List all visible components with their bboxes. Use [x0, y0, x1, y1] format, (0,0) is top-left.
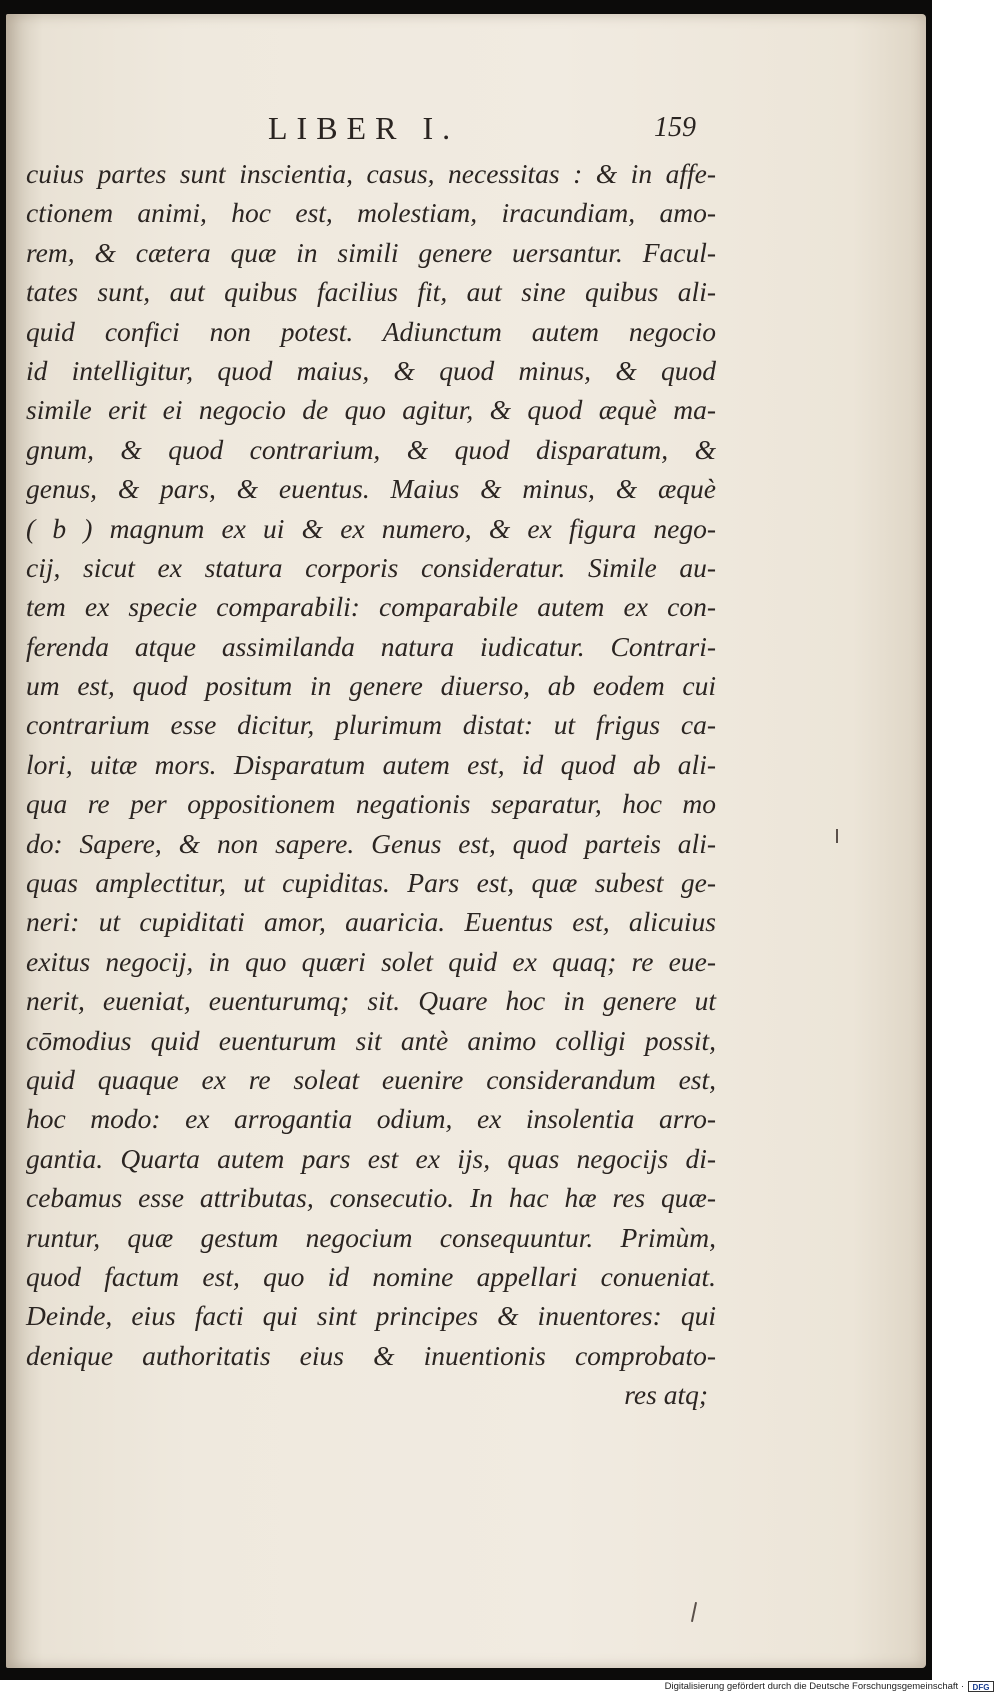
paper-mark — [836, 829, 838, 843]
text-line: simile erit ei negocio de quo agitur, & quod æquè ma- — [26, 394, 716, 426]
text-line: lori, uitæ mors. Disparatum autem est, id quod ab ali- — [26, 748, 716, 780]
text-line: gnum, & quod contrarium, & quod disparatum, & — [26, 433, 716, 465]
text-line: exitus negocij, in quo quæri solet quid ex quaq; re eue- — [26, 945, 716, 977]
paper-mark — [691, 1602, 697, 1622]
page-number: 159 — [654, 112, 696, 143]
text-line: cebamus esse attributas, consecutio. In hac hæ res quæ- — [26, 1182, 716, 1214]
text-line: rem, & cætera quæ in simili genere uersantur. Facul- — [26, 236, 716, 268]
text-line: ( b ) magnum ex ui & ex numero, & ex figura nego- — [26, 512, 716, 544]
text-line: quid confici non potest. Adiunctum autem negocio — [26, 315, 716, 347]
running-title: LIBER I. — [268, 110, 460, 146]
text-line: ferenda atque assimilanda natura iudicatur. Contrari- — [26, 630, 716, 662]
text-line: cōmodius quid euenturum sit antè animo colligi possit, — [26, 1024, 716, 1056]
page-header — [6, 110, 926, 150]
text-line: um est, quod positum in genere diuerso, ab eodem cui — [26, 670, 716, 702]
text-line: denique authoritatis eius & inuentionis comprobato- — [26, 1339, 716, 1371]
text-line: tem ex specie comparabili: comparabile autem ex con- — [26, 591, 716, 623]
text-line: tates sunt, aut quibus facilius fit, aut sine quibus ali- — [26, 276, 716, 308]
text-line: qua re per oppositionem negationis separatur, hoc mo — [26, 788, 716, 820]
text-line: nerit, eueniat, euenturumq; sit. Quare hoc in genere ut — [26, 985, 716, 1017]
text-line: contrarium esse dicitur, plurimum distat: ut frigus ca- — [26, 709, 716, 741]
text-line: gantia. Quarta autem pars est ex ijs, quas negocijs di- — [26, 1142, 716, 1174]
funding-credit: Digitalisierung gefördert durch die Deutsche Forschungsgemeinschaft · — [664, 1681, 964, 1692]
text-line: neri: ut cupiditati amor, auaricia. Euentus est, alicuius — [26, 906, 716, 938]
text-line: quas amplectitur, ut cupiditas. Pars est, quæ subest ge- — [26, 867, 716, 899]
catchword: res atq; — [624, 1379, 708, 1411]
text-line: Deinde, eius facti qui sint principes & inuentores: qui — [26, 1300, 716, 1332]
text-line: quid quaque ex re soleat euenire considerandum est, — [26, 1063, 716, 1095]
text-line: do: Sapere, & non sapere. Genus est, quod parteis ali- — [26, 827, 716, 859]
text-line: cuius partes sunt inscientia, casus, necessitas : & in affe- — [26, 158, 716, 189]
body-text — [26, 154, 716, 1415]
text-line: cij, sicut ex statura corporis consideratur. Simile au- — [26, 551, 716, 583]
text-line: ctionem animi, hoc est, molestiam, iracundiam, amo- — [26, 197, 716, 229]
dfg-logo-icon: DFG — [968, 1681, 994, 1692]
digitization-footer — [0, 1680, 1000, 1693]
book-page — [6, 14, 926, 1668]
text-line: id intelligitur, quod maius, & quod minus, & quod — [26, 354, 716, 386]
text-line: genus, & pars, & euentus. Maius & minus, & æquè — [26, 473, 716, 505]
text-line: hoc modo: ex arrogantia odium, ex insolentia arro- — [26, 1103, 716, 1135]
text-line: quod factum est, quo id nomine appellari conueniat. — [26, 1260, 716, 1292]
text-line: runtur, quæ gestum negocium consequuntur. Primùm, — [26, 1221, 716, 1253]
